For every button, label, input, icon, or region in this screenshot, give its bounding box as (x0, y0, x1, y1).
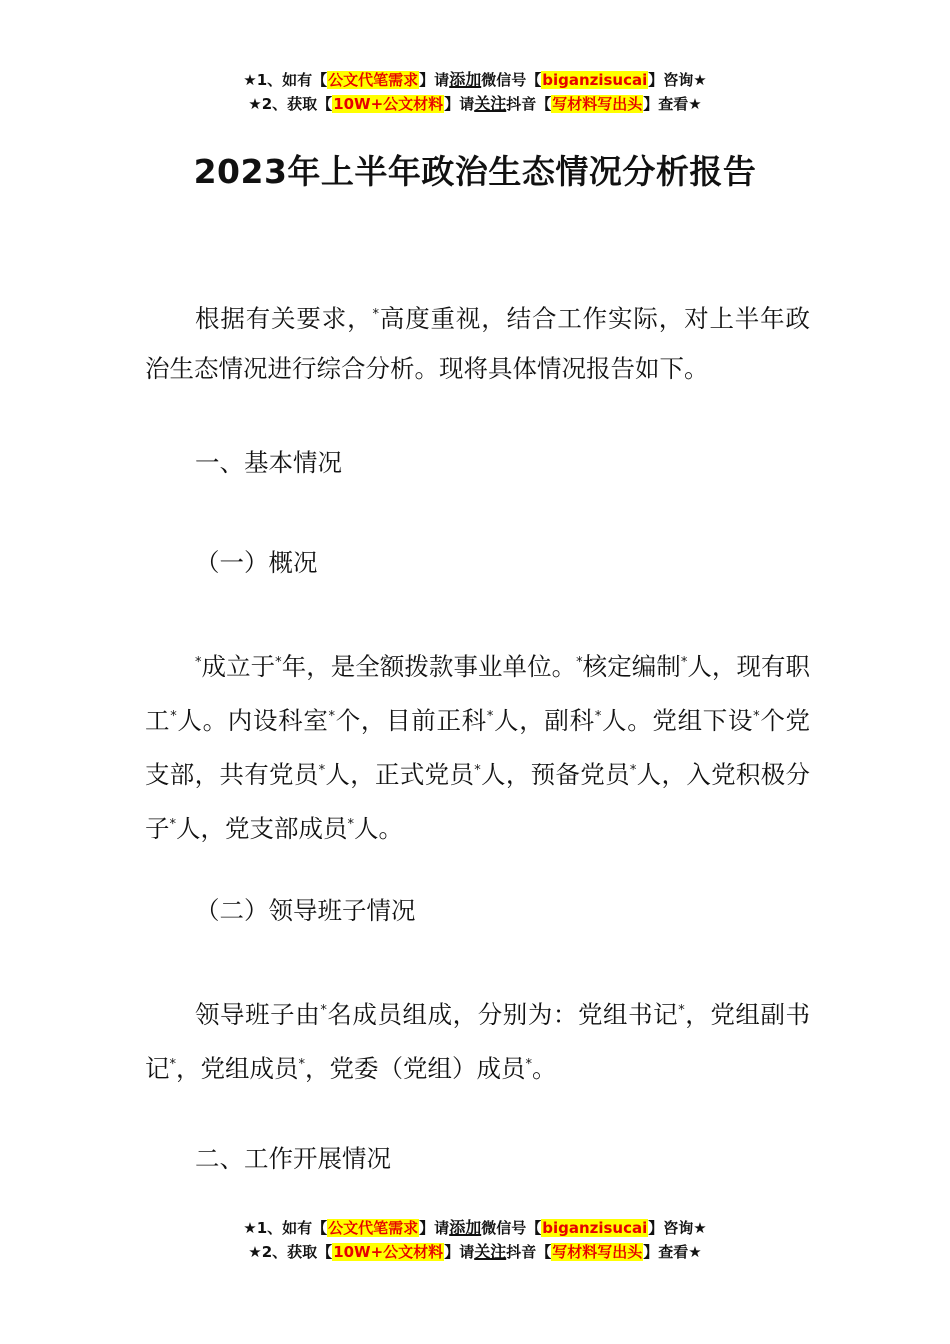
placeholder-star: * (525, 1057, 532, 1072)
text-run: 人，预备党员 (480, 760, 630, 789)
text-run: 人，现有职工 (145, 652, 811, 735)
text-run: 人，副科 (493, 706, 595, 735)
text-run: ，党组成员 (176, 1054, 299, 1083)
text-run: 成立于 (201, 652, 276, 681)
text-run: 年，是全额拨款事业单位。 (281, 652, 577, 681)
subsection-heading-overview: （一）概况 (195, 548, 318, 577)
leadership-paragraph (145, 986, 810, 1094)
text-run: ，党组副书记 (145, 1000, 811, 1083)
promo-highlight: 公文代笔需求 (328, 71, 419, 89)
placeholder-star: * (576, 655, 583, 670)
text-run: 人。党组下设 (601, 706, 754, 735)
text-run: ，党委（党组）成员 (305, 1054, 526, 1083)
promo-text: 抖音【 (506, 95, 552, 113)
placeholder-star: * (680, 655, 688, 670)
promo-text: 】咨询★ (648, 1219, 707, 1237)
promo-wechat-id: biganzisucai (542, 1219, 648, 1237)
text-run: 人，入党积极分子 (145, 760, 810, 843)
text-run: 个党支部，共有党员 (145, 706, 811, 789)
subsection-heading-leadership: （二）领导班子情况 (195, 896, 416, 925)
text-run: 人，正式党员 (325, 760, 475, 789)
placeholder-star: * (170, 709, 177, 724)
promo-douyin-id: 写材料写出头 (552, 1243, 643, 1261)
promo-line-1 (0, 68, 950, 92)
placeholder-star: * (753, 709, 760, 724)
intro-paragraph (145, 290, 810, 394)
placeholder-star: * (195, 655, 202, 670)
promo-text: 微信号【 (481, 1219, 542, 1237)
promo-text: 】请 (419, 1219, 450, 1237)
promo-text: 】请 (419, 71, 450, 89)
section-heading-2: 二、工作开展情况 (195, 1144, 391, 1173)
text-run: 名成员组成，分别为：党组书记 (326, 1000, 679, 1029)
promo-text: 】查看★ (643, 1243, 702, 1261)
document-title: 2023年上半年政治生态情况分析报告 (193, 152, 757, 191)
promo-text: 】咨询★ (648, 71, 707, 89)
placeholder-star: * (347, 817, 354, 832)
text-run: 人。 (354, 814, 403, 843)
promo-banner-top (0, 68, 950, 116)
promo-text: 】查看★ (643, 95, 702, 113)
promo-line-2 (0, 1240, 950, 1264)
placeholder-star: * (594, 709, 602, 724)
promo-text: ★1、如有【 (243, 71, 328, 89)
promo-emphasis: 关注 (474, 1242, 507, 1261)
promo-highlight: 公文代笔需求 (328, 1219, 419, 1237)
text-run: 。 (532, 1054, 557, 1083)
promo-highlight: 10W+公文材料 (333, 95, 444, 113)
placeholder-star: * (372, 307, 379, 322)
overview-paragraph (145, 638, 810, 854)
promo-wechat-id: biganzisucai (542, 71, 648, 89)
text-run: 人，党支部成员 (176, 814, 348, 843)
placeholder-star: * (320, 1003, 327, 1018)
promo-text: ★2、获取【 (248, 1243, 333, 1261)
placeholder-star: * (298, 1057, 305, 1072)
placeholder-star: * (169, 1057, 176, 1072)
promo-douyin-id: 写材料写出头 (552, 95, 643, 113)
placeholder-star: * (474, 763, 481, 778)
promo-text: 抖音【 (506, 1243, 552, 1261)
text-run: 高度重视，结合工作实际，对上半年政治生态情况进行综合分析。现将具体情况报告如下。 (145, 304, 811, 383)
section-heading-1: 一、基本情况 (195, 448, 342, 477)
text-run: 核定编制 (582, 652, 681, 681)
promo-text: ★1、如有【 (243, 1219, 328, 1237)
promo-text: 】请 (444, 1243, 475, 1261)
text-run: 人。内设科室 (176, 706, 329, 735)
promo-emphasis: 关注 (474, 94, 507, 113)
promo-line-1 (0, 1216, 950, 1240)
text-run: 领导班子由 (195, 1000, 321, 1029)
promo-highlight: 10W+公文材料 (333, 1243, 444, 1261)
promo-emphasis: 添加 (449, 1218, 482, 1237)
placeholder-star: * (678, 1003, 685, 1018)
placeholder-star: * (486, 709, 494, 724)
text-run: 根据有关要求， (195, 304, 373, 333)
placeholder-star: * (169, 817, 176, 832)
text-run: 个，目前正科 (335, 706, 487, 735)
promo-text: ★2、获取【 (248, 95, 333, 113)
placeholder-star: * (629, 763, 637, 778)
placeholder-star: * (318, 763, 326, 778)
placeholder-star: * (275, 655, 282, 670)
promo-text: 】请 (444, 95, 475, 113)
promo-text: 微信号【 (481, 71, 542, 89)
promo-emphasis: 添加 (449, 70, 482, 89)
placeholder-star: * (328, 709, 336, 724)
promo-line-2 (0, 92, 950, 116)
promo-banner-bottom (0, 1216, 950, 1264)
